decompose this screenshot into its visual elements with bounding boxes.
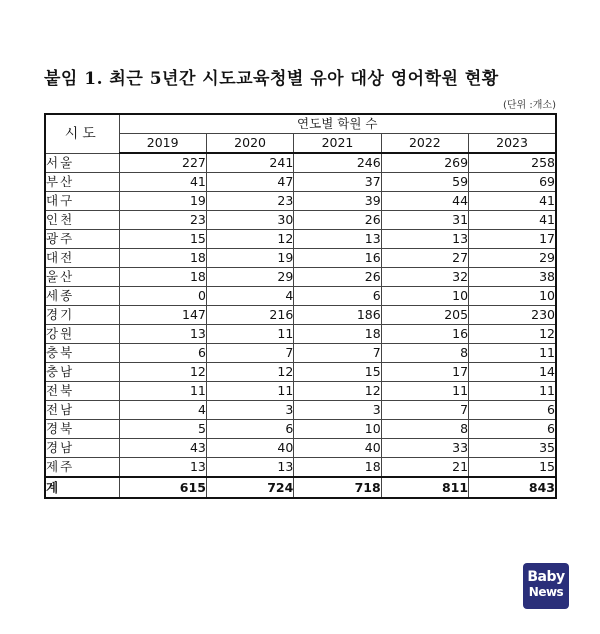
value-cell: 40: [206, 439, 293, 458]
value-cell: 32: [381, 268, 468, 287]
year-header: 2022: [381, 134, 468, 154]
total-value-cell: 811: [381, 477, 468, 498]
table-row: [45, 153, 556, 173]
table-row: [45, 344, 556, 363]
value-cell: 13: [206, 458, 293, 478]
table-row: [45, 173, 556, 192]
value-cell: 6: [469, 401, 556, 420]
table-row: [45, 382, 556, 401]
value-cell: 19: [206, 249, 293, 268]
table-row: [45, 363, 556, 382]
value-cell: 26: [294, 268, 381, 287]
total-value-cell: 843: [469, 477, 556, 498]
value-cell: 6: [119, 344, 206, 363]
region-cell: 인천: [45, 211, 119, 230]
table-row: [45, 439, 556, 458]
table-row: [45, 230, 556, 249]
value-cell: 230: [469, 306, 556, 325]
value-cell: 47: [206, 173, 293, 192]
value-cell: 10: [469, 287, 556, 306]
year-header-row: [45, 134, 556, 154]
value-cell: 186: [294, 306, 381, 325]
value-cell: 6: [206, 420, 293, 439]
region-cell: 전북: [45, 382, 119, 401]
table-body: [45, 153, 556, 498]
value-cell: 13: [119, 325, 206, 344]
value-cell: 13: [119, 458, 206, 478]
region-cell: 울산: [45, 268, 119, 287]
value-cell: 41: [469, 192, 556, 211]
value-cell: 4: [119, 401, 206, 420]
region-cell: 경남: [45, 439, 119, 458]
value-cell: 8: [381, 420, 468, 439]
value-cell: 13: [381, 230, 468, 249]
total-value-cell: 615: [119, 477, 206, 498]
region-cell: 제주: [45, 458, 119, 478]
table-row: [45, 268, 556, 287]
value-cell: 12: [469, 325, 556, 344]
value-cell: 16: [381, 325, 468, 344]
table-row: [45, 458, 556, 478]
value-cell: 30: [206, 211, 293, 230]
value-cell: 3: [294, 401, 381, 420]
logo-text-line2: News: [528, 585, 564, 599]
value-cell: 15: [469, 458, 556, 478]
value-cell: 15: [294, 363, 381, 382]
value-cell: 21: [381, 458, 468, 478]
region-cell: 경기: [45, 306, 119, 325]
value-cell: 18: [294, 458, 381, 478]
year-header: 2021: [294, 134, 381, 154]
value-cell: 59: [381, 173, 468, 192]
value-cell: 16: [294, 249, 381, 268]
region-cell: 경북: [45, 420, 119, 439]
region-cell: 강원: [45, 325, 119, 344]
value-cell: 13: [294, 230, 381, 249]
region-cell: 서울: [45, 153, 119, 173]
value-cell: 43: [119, 439, 206, 458]
babynews-logo: [523, 563, 569, 609]
region-cell: 광주: [45, 230, 119, 249]
value-cell: 147: [119, 306, 206, 325]
total-value-cell: 724: [206, 477, 293, 498]
value-cell: 26: [294, 211, 381, 230]
unit-note: (단위 :개소): [503, 100, 556, 111]
total-label: 계: [45, 477, 119, 498]
value-cell: 29: [469, 249, 556, 268]
value-cell: 5: [119, 420, 206, 439]
year-header: 2019: [119, 134, 206, 154]
document-title: 붙임 1. 최근 5년간 시도교육청별 유아 대상 영어학원 현황: [44, 69, 499, 89]
region-cell: 대전: [45, 249, 119, 268]
table-row: [45, 401, 556, 420]
value-cell: 23: [119, 211, 206, 230]
value-cell: 41: [469, 211, 556, 230]
value-cell: 3: [206, 401, 293, 420]
value-cell: 17: [381, 363, 468, 382]
header-region: 시도: [45, 114, 119, 153]
value-cell: 10: [294, 420, 381, 439]
value-cell: 7: [206, 344, 293, 363]
value-cell: 41: [119, 173, 206, 192]
academy-count-table: [44, 113, 557, 499]
value-cell: 241: [206, 153, 293, 173]
table-row: [45, 325, 556, 344]
value-cell: 11: [469, 344, 556, 363]
value-cell: 18: [119, 249, 206, 268]
value-cell: 17: [469, 230, 556, 249]
value-cell: 10: [381, 287, 468, 306]
value-cell: 11: [381, 382, 468, 401]
value-cell: 35: [469, 439, 556, 458]
value-cell: 7: [381, 401, 468, 420]
value-cell: 15: [119, 230, 206, 249]
value-cell: 44: [381, 192, 468, 211]
value-cell: 69: [469, 173, 556, 192]
value-cell: 40: [294, 439, 381, 458]
header-year-group: 연도별 학원 수: [119, 114, 556, 134]
table-row: [45, 249, 556, 268]
table-row: [45, 287, 556, 306]
value-cell: 18: [119, 268, 206, 287]
value-cell: 19: [119, 192, 206, 211]
value-cell: 6: [469, 420, 556, 439]
value-cell: 4: [206, 287, 293, 306]
region-cell: 세종: [45, 287, 119, 306]
region-cell: 충남: [45, 363, 119, 382]
value-cell: 18: [294, 325, 381, 344]
value-cell: 6: [294, 287, 381, 306]
region-cell: 전남: [45, 401, 119, 420]
value-cell: 23: [206, 192, 293, 211]
value-cell: 11: [206, 382, 293, 401]
value-cell: 29: [206, 268, 293, 287]
value-cell: 38: [469, 268, 556, 287]
value-cell: 7: [294, 344, 381, 363]
value-cell: 39: [294, 192, 381, 211]
value-cell: 216: [206, 306, 293, 325]
table-row: [45, 192, 556, 211]
value-cell: 227: [119, 153, 206, 173]
value-cell: 205: [381, 306, 468, 325]
region-cell: 대구: [45, 192, 119, 211]
value-cell: 246: [294, 153, 381, 173]
value-cell: 0: [119, 287, 206, 306]
logo-text-line1: Baby: [527, 569, 565, 585]
table-row: [45, 306, 556, 325]
table-row: [45, 211, 556, 230]
value-cell: 12: [294, 382, 381, 401]
value-cell: 27: [381, 249, 468, 268]
region-cell: 충북: [45, 344, 119, 363]
year-header: 2023: [469, 134, 556, 154]
value-cell: 31: [381, 211, 468, 230]
region-cell: 부산: [45, 173, 119, 192]
value-cell: 37: [294, 173, 381, 192]
value-cell: 11: [469, 382, 556, 401]
value-cell: 12: [119, 363, 206, 382]
value-cell: 8: [381, 344, 468, 363]
value-cell: 14: [469, 363, 556, 382]
value-cell: 258: [469, 153, 556, 173]
total-value-cell: 718: [294, 477, 381, 498]
value-cell: 11: [206, 325, 293, 344]
value-cell: 11: [119, 382, 206, 401]
value-cell: 12: [206, 230, 293, 249]
total-row: [45, 477, 556, 498]
year-header: 2020: [206, 134, 293, 154]
table-row: [45, 420, 556, 439]
value-cell: 269: [381, 153, 468, 173]
value-cell: 12: [206, 363, 293, 382]
value-cell: 33: [381, 439, 468, 458]
